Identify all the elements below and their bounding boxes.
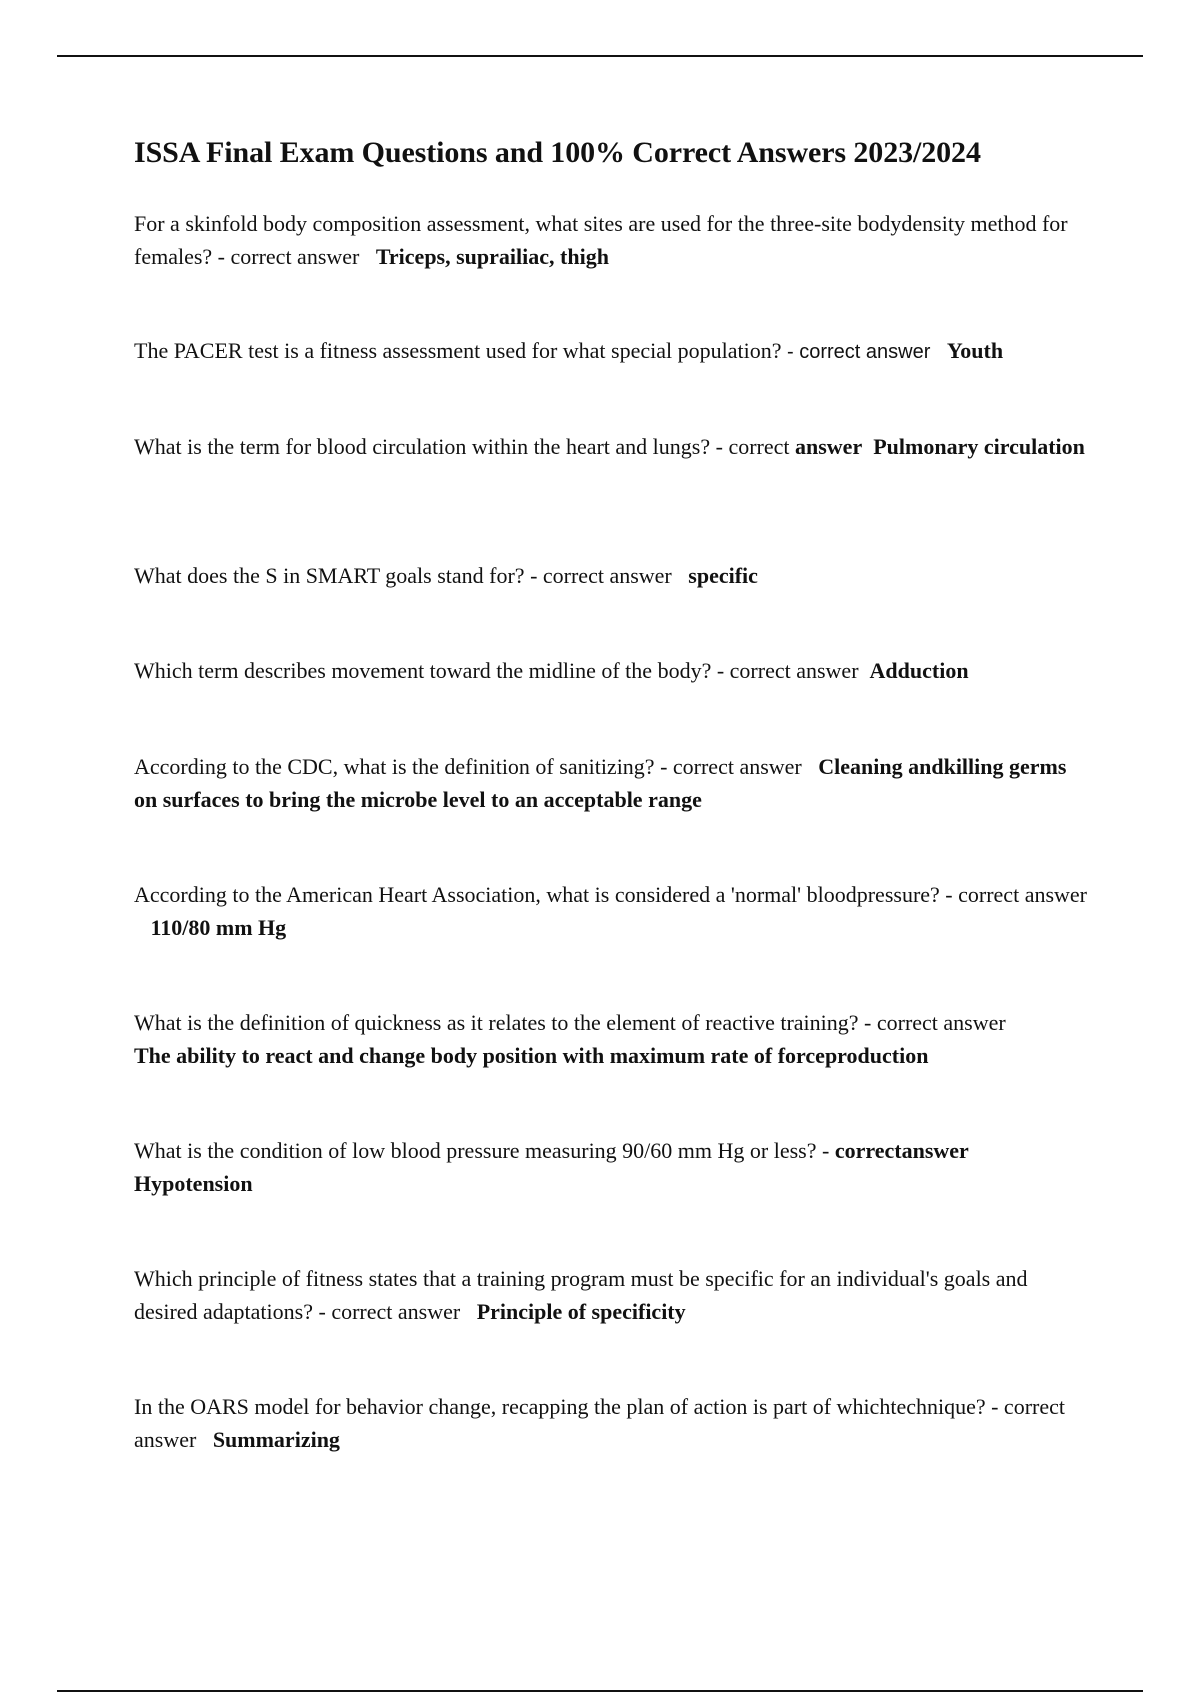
question-text: The PACER test is a fitness assessment used for what special population?: [134, 338, 782, 363]
answer-marker: - correct answer: [786, 341, 931, 363]
qa-item-11: [134, 1390, 1094, 1456]
answer-text: Pulmonary circulation: [873, 434, 1085, 459]
answer-text: specific: [688, 563, 758, 588]
qa-item-3: [134, 430, 1094, 463]
answer-marker: correctanswer: [834, 1138, 969, 1163]
answer-text: Adduction: [869, 658, 969, 683]
answer-text: Summarizing: [212, 1427, 340, 1452]
qa-item-1: [134, 207, 1094, 273]
question-text: Which principle of fitness states that a training program must be specific for an individual's goals and desired adaptations? - correct answer: [134, 1266, 1028, 1324]
question-text: What is the term for blood circulation within the heart and lungs? - correct: [134, 434, 790, 459]
answer-text: 110/80 mm Hg: [150, 915, 287, 940]
question-text: For a skinfold body composition assessment, what sites are used for the three-site bodydensity method for females? - correct answer: [134, 211, 1068, 269]
answer-text: The ability to react and change body position with maximum rate of forceproduction: [134, 1043, 929, 1068]
qa-item-10: [134, 1262, 1094, 1328]
answer-text: Youth: [946, 338, 1004, 363]
document-title: ISSA Final Exam Questions and 100% Correct Answers 2023/2024: [134, 136, 981, 169]
top-rule: [57, 55, 1143, 57]
qa-item-9: [134, 1134, 1094, 1200]
qa-item-5: [134, 654, 1094, 687]
qa-item-6: [134, 750, 1094, 816]
answer-marker: answer: [795, 434, 863, 459]
answer-text: Triceps, suprailiac, thigh: [375, 244, 609, 269]
answer-text: Principle of specificity: [476, 1299, 686, 1324]
question-text: In the OARS model for behavior change, recapping the plan of action is part of whichtechnique? - correct answer: [134, 1394, 1065, 1452]
question-text: What is the condition of low blood pressure measuring 90/60 mm Hg or less? -: [134, 1138, 830, 1163]
qa-item-4: [134, 559, 1094, 592]
question-text: According to the American Heart Association, what is considered a 'normal' bloodpressure? - correct answer: [134, 882, 1087, 907]
question-text: What does the S in SMART goals stand for? - correct answer: [134, 563, 672, 588]
answer-text: Hypotension: [134, 1171, 253, 1196]
qa-item-2: [134, 334, 1134, 369]
qa-item-7: [134, 878, 1094, 944]
answer-text: Cleaning andkilling germs on surfaces to bring the microbe level to an acceptable range: [134, 754, 1067, 812]
question-text: Which term describes movement toward the midline of the body? - correct answer: [134, 658, 859, 683]
bottom-rule: [57, 1690, 1143, 1692]
question-text: According to the CDC, what is the definition of sanitizing? - correct answer: [134, 754, 802, 779]
question-text: What is the definition of quickness as it relates to the element of reactive training? - correct answer: [134, 1010, 1006, 1035]
qa-item-8: [134, 1006, 1134, 1072]
